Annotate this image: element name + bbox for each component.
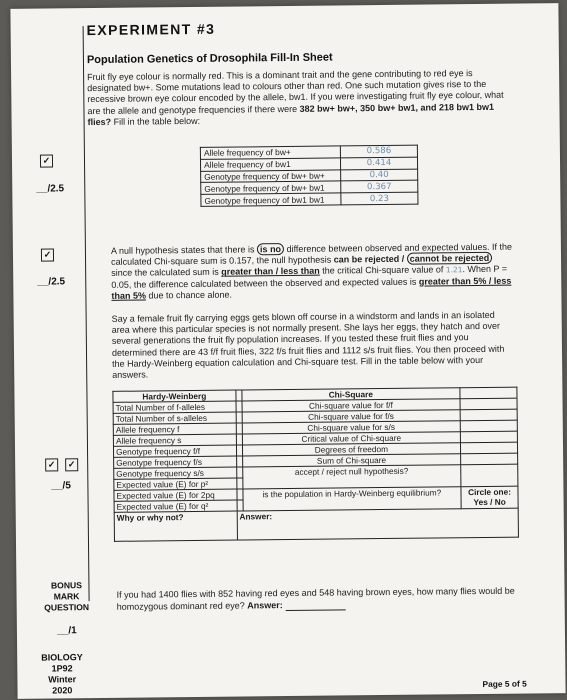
course-code: 1P92 (51, 663, 73, 674)
bonus-answer-label: Answer: (247, 599, 283, 610)
page-title: Population Genetics of Drosophila Fill-In Sheet (86, 51, 333, 67)
check-mark-box-3[interactable] (45, 458, 58, 471)
bonus-question-text: If you had 1400 flies with 852 having red eyes and 548 having brown eyes, how many flies would be homozygous dominant red eye? (116, 585, 515, 612)
page-number: Page 5 of 5 (482, 678, 527, 689)
experiment-heading: EXPERIMENT #3 (86, 20, 216, 39)
row-label: Genotype frequency of bw1 bw1 (201, 193, 341, 206)
hw-row-label: Genotype frequency f/s (114, 456, 237, 468)
hardy-weinberg-table (112, 387, 519, 542)
check-icon: ✓ (67, 459, 76, 470)
chi-answer-cell[interactable] (461, 442, 518, 454)
chi-answer-cell[interactable] (460, 398, 517, 410)
table-row (114, 508, 518, 541)
worksheet-page (10, 3, 565, 699)
course-term: Winter (48, 674, 77, 685)
chi-answer-cell[interactable] (460, 420, 517, 432)
chi-row-label: is the population in Hardy-Weinberg equilibrium? (243, 487, 462, 511)
percent-option: greater than 5% / less than 5% (111, 275, 512, 301)
check-icon: ✓ (43, 249, 52, 260)
row-label: Allele frequency of bw+ (200, 146, 340, 159)
score-1: __/2.5 (36, 183, 65, 195)
chi-answer-col-header (460, 387, 517, 399)
score-2: __/2.5 (37, 276, 66, 288)
hw-row-label: Total Number of f-alleles (113, 401, 236, 413)
row-label: Genotype frequency of bw+ bw1 (201, 181, 341, 194)
null-hypothesis-paragraph (111, 242, 514, 302)
answer-cell[interactable]: 0.414 (340, 157, 417, 170)
hw-header: Hardy-Weinberg (113, 390, 236, 402)
intro-counts: 382 bw+ bw+, 350 bw+ bw1, and 218 bw1 bw1 flies? (87, 101, 494, 127)
hw-row-label: Expected value (E) for p² (114, 478, 237, 490)
is-no-circled: is no (257, 243, 284, 255)
allele-frequency-table (200, 145, 419, 207)
chi-row-label: Sum of Chi-square (242, 454, 461, 467)
course-info (41, 652, 83, 696)
hw-answer-cell[interactable] (237, 500, 243, 511)
intro-text: Fruit fly eye colour is normally red. This is a dominant trait and the gene contributing to red eye is designated bw+. Some mutations lead to colours other than red. One such mutation gives rise to the recessive brown eye colour encoded by the allele, bw1. If you were investigating fruit fly eye colour, what are the allele and genotype frequencies if there were (87, 68, 504, 116)
yes-no-options[interactable]: Yes / No (473, 496, 506, 508)
bonus-label-text: BONUS MARK QUESTION (44, 580, 90, 613)
nh-text-4: the critical Chi-square value of (319, 264, 446, 277)
check-icon: ✓ (42, 155, 51, 166)
hw-row-label: Expected value (E) for q² (114, 500, 237, 512)
circle-one-label: Circle one: (468, 486, 512, 498)
hw-answer-cell[interactable] (237, 478, 243, 489)
check-icon: ✓ (47, 459, 56, 470)
hw-row-label: Total Number of s-alleles (113, 412, 236, 424)
chi-answer-cell[interactable] (461, 453, 518, 465)
nh-text-1: A null hypothesis states that there is (110, 244, 258, 256)
why-answer-cell[interactable]: Answer: (237, 508, 519, 540)
chi-row-label: Chi-square value for s/s (242, 421, 461, 434)
nh-text-6: due to chance alone. (145, 289, 233, 301)
answer-cell[interactable]: 0.23 (341, 192, 418, 205)
bonus-question (116, 586, 516, 613)
course-name: BIOLOGY (41, 652, 83, 663)
chi-row-label: Chi-square value for f/s (242, 410, 461, 423)
bonus-label (40, 580, 93, 637)
chi-row-label: accept / reject null hypothesis? (242, 465, 461, 489)
why-label: Why or why not? (114, 511, 237, 541)
greater-less-option: greater than / less than (221, 266, 320, 278)
check-mark-box-4[interactable] (65, 458, 78, 471)
chi-header: Chi-Square (242, 388, 461, 401)
bonus-answer-blank[interactable] (285, 600, 345, 611)
nh-text-3: since the calculated sum is (111, 267, 222, 279)
nh-text-2: difference between observed and expected values. If the calculated Chi-square sum is 0.157, the null hypothesis (111, 241, 513, 268)
hw-row-label: Allele frequency s (113, 434, 236, 446)
can-be-rejected-option: can be rejected / (333, 253, 405, 265)
chi-answer-cell[interactable] (460, 409, 517, 421)
hw-row-label: Genotype frequency s/s (114, 467, 237, 479)
chi-answer-cell[interactable] (461, 464, 518, 487)
hw-row-label: Expected value (E) for 2pq (114, 489, 237, 501)
table-row (201, 192, 418, 206)
score-3: __/5 (51, 480, 71, 492)
answer-cell[interactable]: 0.40 (341, 169, 418, 182)
hw-row-label: Allele frequency f (113, 423, 236, 435)
score-4: __/1 (57, 625, 77, 637)
critical-value-answer: 1.21 (445, 265, 463, 275)
cannot-be-rejected-circled: cannot be rejected (407, 252, 493, 265)
chi-row-label: Degrees of freedom (242, 443, 461, 456)
row-label: Genotype frequency of bw+ bw+ (201, 170, 341, 183)
row-label: Allele frequency of bw1 (200, 158, 340, 171)
intro-instruction: Fill in the table below: (111, 115, 201, 127)
course-year: 2020 (52, 685, 73, 696)
chi-row-label: Critical value of Chi-square (242, 432, 461, 445)
scenario-paragraph: Say a female fruit fly carrying eggs gets blown off course in a windstorm and lands in an isolated area where this particular species is not normally present. She lays her eggs, they hatch and over several generations the fruit fly population increases. If you tested these fruit flies and you determined there are 43 f/f fruit flies, 322 f/s fruit flies and 1112 s/s fruit flies. You then proceed with the Hardy-Weinberg equation calculation and Chi-square test. Fill in the table below with your answers. (111, 309, 505, 380)
intro-paragraph (87, 68, 508, 128)
answer-cell[interactable]: 0.586 (340, 145, 417, 158)
hw-row-label: Genotype frequency f/f (113, 445, 236, 457)
circle-one-cell[interactable] (461, 486, 518, 509)
nh-text-5: . When P = 0.05, the difference calculated between the observed and expected values is (111, 264, 508, 290)
chi-answer-cell[interactable] (460, 431, 517, 443)
check-mark-box-1[interactable] (40, 154, 53, 167)
check-mark-box-2[interactable] (41, 248, 54, 261)
answer-cell[interactable]: 0.367 (341, 181, 418, 194)
chi-row-label: Chi-square value for f/f (242, 399, 461, 412)
